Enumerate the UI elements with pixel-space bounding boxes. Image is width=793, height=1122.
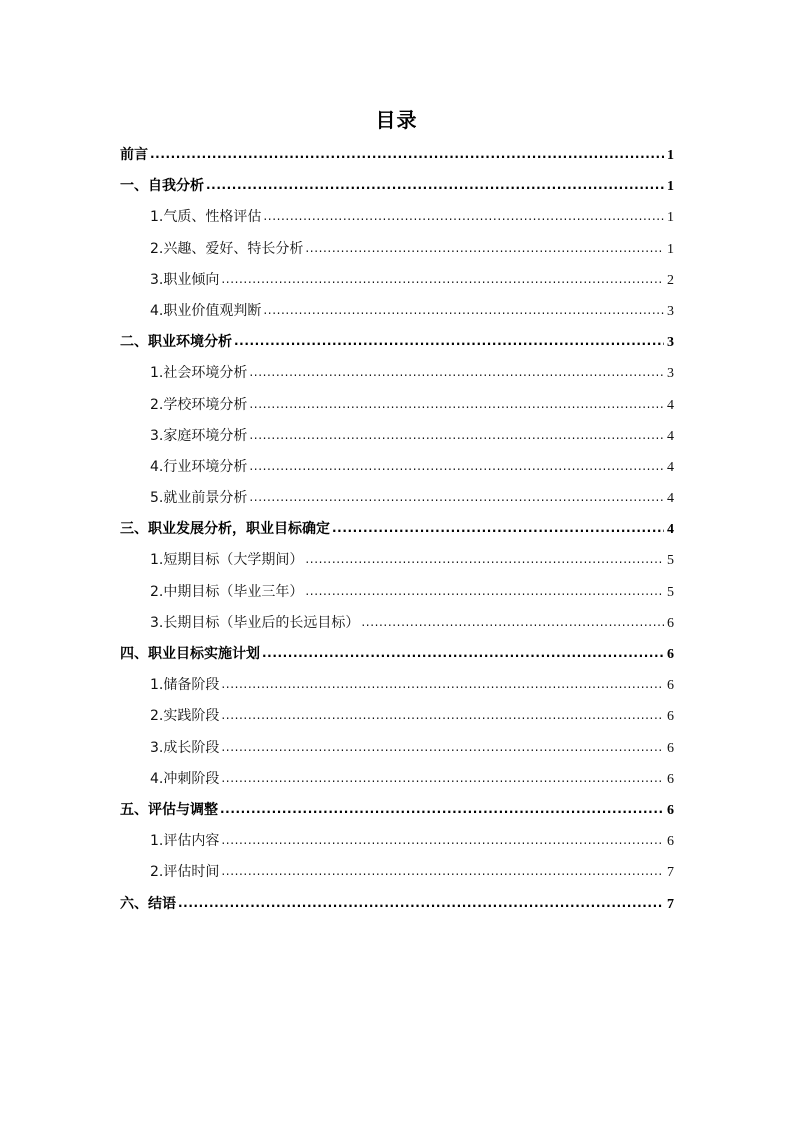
toc-dot-leader — [221, 860, 664, 882]
toc-entry-label: 2.评估时间 — [150, 864, 220, 881]
toc-dot-leader — [305, 548, 664, 570]
toc-entry-page-number: 5 — [667, 584, 674, 600]
toc-entry-label: 二、职业环境分析 — [120, 334, 232, 351]
toc-entry-chapter[interactable] — [120, 893, 674, 924]
toc-entry-label: 1.短期目标（大学期间） — [150, 552, 304, 569]
toc-entry-label: 3.职业倾向 — [150, 271, 220, 288]
toc-dot-leader — [220, 798, 664, 820]
toc-entry-section[interactable] — [120, 674, 674, 705]
toc-entry-page-number: 4 — [667, 459, 674, 475]
toc-entry-label: 2.实践阶段 — [150, 708, 220, 725]
toc-entry-section[interactable] — [120, 581, 674, 612]
toc-dot-leader — [249, 455, 664, 477]
toc-entry-chapter[interactable] — [120, 799, 674, 830]
toc-entry-label: 1.储备阶段 — [150, 677, 220, 694]
toc-entry-section[interactable] — [120, 861, 674, 892]
toc-dot-leader — [361, 611, 664, 633]
toc-entry-label: 六、结语 — [120, 895, 176, 912]
toc-entry-label: 4.行业环境分析 — [150, 458, 248, 475]
toc-entry-section[interactable] — [120, 394, 674, 425]
toc-entry-section[interactable] — [120, 362, 674, 393]
toc-dot-leader — [249, 393, 664, 415]
toc-entry-section[interactable] — [120, 269, 674, 300]
toc-entry-page-number: 3 — [667, 335, 674, 351]
toc-dot-leader — [249, 361, 664, 383]
toc-entry-label: 4.职业价值观判断 — [150, 302, 262, 319]
toc-entry-page-number: 1 — [667, 241, 674, 257]
toc-dot-leader — [305, 580, 664, 602]
toc-entry-page-number: 6 — [667, 709, 674, 725]
toc-title: 目录 — [375, 108, 418, 132]
toc-entry-section[interactable] — [120, 705, 674, 736]
toc-entry-label: 2.兴趣、爱好、特长分析 — [150, 240, 304, 257]
toc-entry-section[interactable] — [120, 456, 674, 487]
toc-entry-label: 2.中期目标（毕业三年） — [150, 583, 304, 600]
toc-entry-page-number: 6 — [667, 615, 674, 631]
toc-dot-leader — [234, 330, 664, 352]
toc-entry-page-number: 6 — [667, 834, 674, 850]
toc-entry-chapter[interactable] — [120, 518, 674, 549]
toc-entry-page-number: 6 — [667, 678, 674, 694]
toc-dot-leader — [305, 237, 664, 259]
toc-entry-page-number: 7 — [667, 865, 674, 881]
toc-dot-leader — [221, 673, 664, 695]
toc-entry-label: 3.家庭环境分析 — [150, 427, 248, 444]
toc-entry-page-number: 7 — [667, 896, 674, 912]
toc-entry-section[interactable] — [120, 768, 674, 799]
toc-entry-page-number: 4 — [667, 397, 674, 413]
toc-entry-label: 四、职业目标实施计划 — [120, 646, 260, 662]
toc-entry-page-number: 1 — [667, 148, 674, 163]
toc-entry-page-number: 6 — [667, 647, 674, 662]
toc-entry-label: 4.冲刺阶段 — [150, 770, 220, 787]
toc-entry-section[interactable] — [120, 830, 674, 861]
toc-entry-page-number: 3 — [667, 303, 674, 319]
toc-list — [120, 144, 674, 924]
toc-entry-label: 1.评估内容 — [150, 833, 220, 850]
toc-entry-label: 3.成长阶段 — [150, 739, 220, 756]
toc-entry-label: 五、评估与调整 — [120, 801, 218, 818]
toc-entry-page-number: 4 — [667, 522, 674, 538]
toc-entry-page-number: 3 — [667, 366, 674, 382]
toc-dot-leader — [206, 174, 664, 196]
toc-entry-label: 1.社会环境分析 — [150, 365, 248, 382]
toc-dot-leader — [249, 486, 664, 508]
toc-entry-section[interactable] — [120, 238, 674, 269]
toc-entry-page-number: 4 — [667, 491, 674, 507]
toc-dot-leader — [263, 205, 664, 227]
toc-entry-page-number: 6 — [667, 771, 674, 787]
toc-dot-leader — [262, 642, 664, 664]
toc-entry-section[interactable] — [120, 300, 674, 331]
toc-entry-chapter[interactable] — [120, 144, 674, 175]
toc-dot-leader — [221, 767, 664, 789]
toc-dot-leader — [221, 736, 664, 758]
toc-dot-leader — [221, 268, 664, 290]
toc-dot-leader — [221, 829, 664, 851]
toc-dot-leader — [221, 704, 664, 726]
toc-entry-label: 前言 — [120, 147, 148, 163]
toc-entry-label: 3.长期目标（毕业后的长远目标） — [150, 614, 360, 631]
toc-dot-leader — [178, 892, 664, 914]
toc-entry-chapter[interactable] — [120, 175, 674, 206]
toc-entry-page-number: 1 — [667, 210, 674, 226]
toc-entry-label: 一、自我分析 — [120, 178, 204, 195]
toc-dot-leader — [249, 424, 664, 446]
toc-entry-section[interactable] — [120, 612, 674, 643]
toc-entry-page-number: 5 — [667, 553, 674, 569]
toc-dot-leader — [263, 299, 664, 321]
toc-entry-label: 2.学校环境分析 — [150, 396, 248, 413]
toc-entry-page-number: 6 — [667, 740, 674, 756]
toc-entry-label: 1.气质、性格评估 — [150, 209, 262, 226]
toc-entry-label: 三、职业发展分析，职业目标确定 — [120, 521, 330, 538]
toc-entry-section[interactable] — [120, 737, 674, 768]
toc-entry-chapter[interactable] — [120, 643, 674, 674]
toc-entry-label: 5.就业前景分析 — [150, 490, 248, 507]
toc-dot-leader — [150, 143, 664, 165]
toc-entry-page-number: 1 — [667, 179, 674, 195]
toc-entry-page-number: 2 — [667, 272, 674, 288]
toc-entry-page-number: 4 — [667, 428, 674, 444]
toc-entry-section[interactable] — [120, 549, 674, 580]
toc-entry-section[interactable] — [120, 425, 674, 456]
toc-entry-section[interactable] — [120, 206, 674, 237]
toc-entry-page-number: 6 — [667, 802, 674, 818]
toc-entry-section[interactable] — [120, 487, 674, 518]
toc-dot-leader — [332, 517, 664, 539]
toc-entry-chapter[interactable] — [120, 331, 674, 362]
